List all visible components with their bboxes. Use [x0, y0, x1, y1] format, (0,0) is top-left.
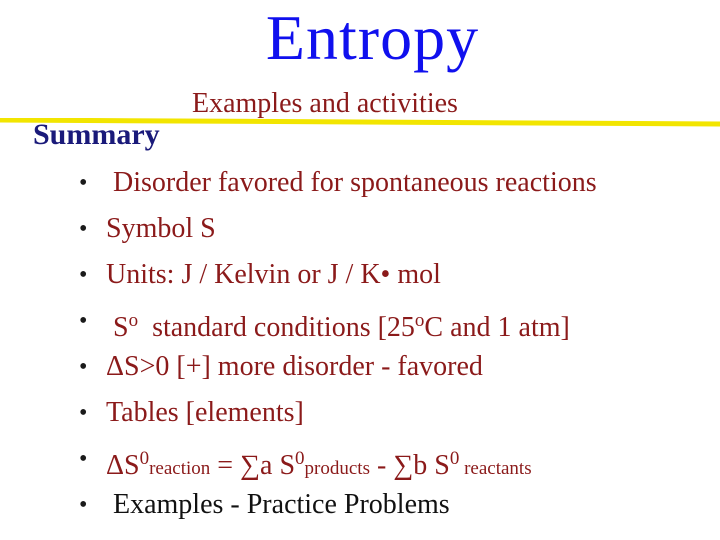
- bullet-icon: •: [79, 216, 88, 242]
- equation-equals: = ∑a S: [210, 450, 296, 481]
- slide-subtitle: Examples and activities: [192, 88, 458, 119]
- item-text: Units: J / Kelvin or J / K• mol: [106, 259, 441, 290]
- item-text: Examples - Practice Problems: [113, 489, 450, 520]
- superscript-o: o: [128, 310, 139, 331]
- item-text-middle: standard conditions [25: [138, 312, 415, 343]
- bullet-icon: •: [79, 400, 88, 426]
- equation-minus: - ∑b S: [369, 450, 450, 481]
- bullet-icon: •: [79, 354, 88, 380]
- item-text: Disorder favored for spontaneous reactions: [113, 167, 597, 198]
- bullet-icon: •: [79, 262, 88, 288]
- superscript-zero: 0: [295, 448, 305, 469]
- slide-title: Entropy: [265, 2, 480, 73]
- subscript-products: products: [304, 458, 370, 479]
- bullet-icon: •: [79, 492, 88, 518]
- superscript-zero: 0: [139, 448, 150, 469]
- degree-superscript: o: [414, 310, 425, 331]
- subscript-reactants: reactants: [459, 458, 532, 479]
- equation-lhs: ΔS: [106, 450, 140, 481]
- item-text-end: C and 1 atm]: [424, 312, 570, 343]
- section-label: Summary: [33, 118, 160, 151]
- item-text: Symbol S: [106, 213, 216, 244]
- symbol-s: S: [113, 312, 129, 343]
- item-text: Tables [elements]: [106, 397, 304, 428]
- subscript-reaction: reaction: [149, 458, 211, 479]
- superscript-zero: 0: [449, 448, 460, 469]
- bullet-icon: •: [79, 170, 88, 196]
- bullet-icon: •: [79, 446, 88, 472]
- bullet-icon: •: [79, 308, 88, 334]
- item-text: ΔS>0 [+] more disorder - favored: [106, 351, 483, 382]
